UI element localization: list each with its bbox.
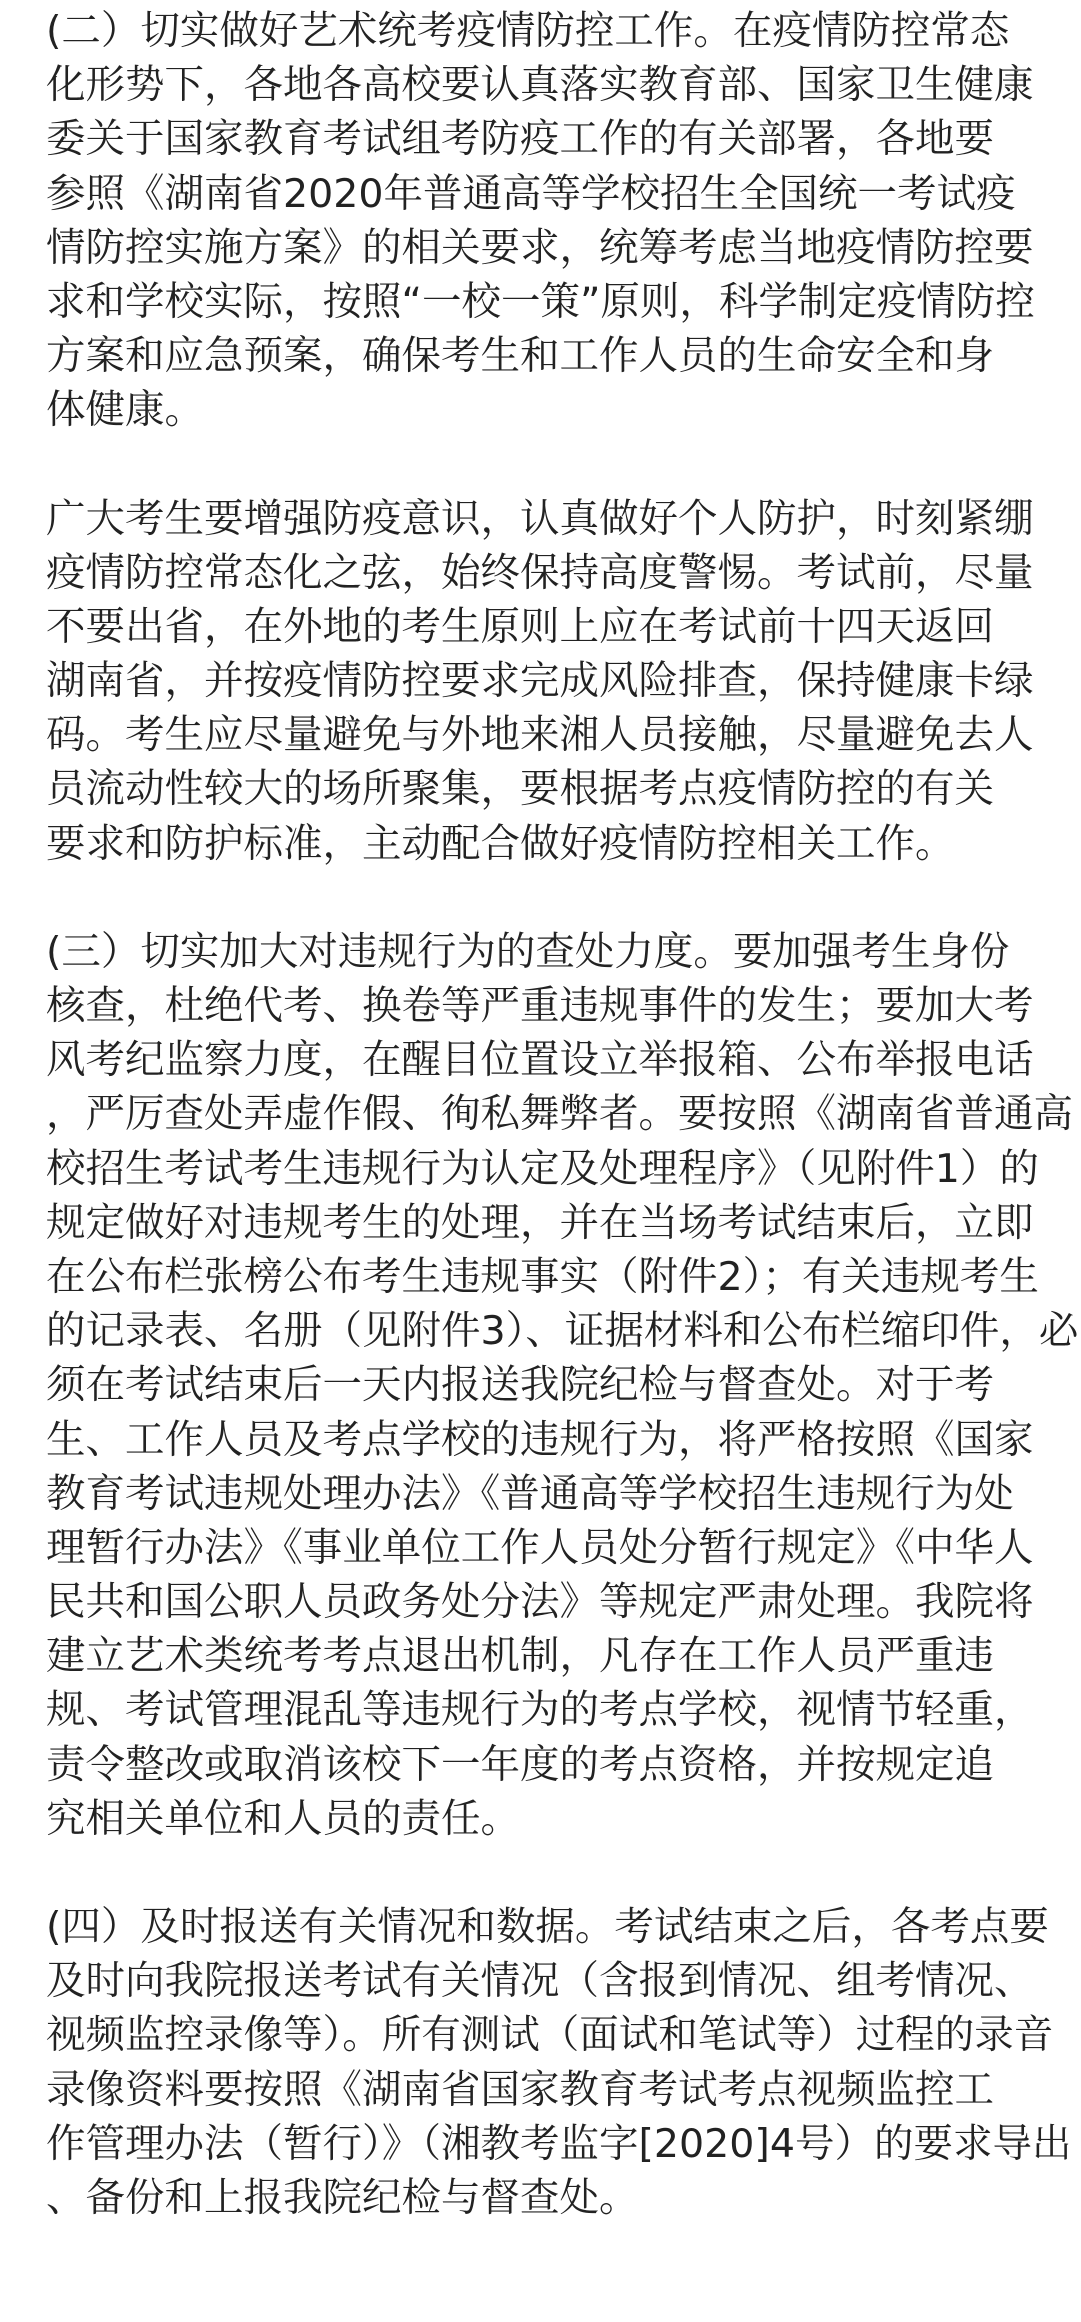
text-line: 化形势下，各地各高校要认真落实教育部、国家卫生健康 — [46, 62, 1034, 109]
text-line: 不要出省，在外地的考生原则上应在考试前十四天返回 — [46, 603, 994, 650]
text-line: 方案和应急预案，确保考生和工作人员的生命安全和身 — [46, 333, 994, 380]
text-line: 作管理办法（暂行）》（湘教考监字[2020]4号）的要求导出 — [46, 2120, 1072, 2167]
text-line: (三）切实加大对违规行为的查处力度。要加强考生身份 — [46, 928, 1010, 975]
text-line: 参照《湖南省2020年普通高等学校招生全国统一考试疫 — [46, 170, 1016, 217]
text-line: 码。考生应尽量避免与外地来湘人员接触，尽量避免去人 — [46, 712, 1034, 759]
text-line: 风考纪监察力度，在醒目位置设立举报箱、公布举报电话 — [46, 1037, 1034, 1084]
text-line: 及时向我院报送考试有关情况（含报到情况、组考情况、 — [46, 1958, 1034, 2005]
text-line: 教育考试违规处理办法》《普通高等学校招生违规行为处 — [46, 1470, 1014, 1517]
text-line: 规、考试管理混乱等违规行为的考点学校，视情节轻重， — [46, 1687, 1034, 1734]
text-line: 求和学校实际，按照“一校一策”原则，科学制定疫情防控 — [46, 278, 1035, 325]
text-line: 责令整改或取消该校下一年度的考点资格，并按规定追 — [46, 1741, 994, 1788]
text-line: 录像资料要按照《湖南省国家教育考试考点视频监控工 — [46, 2066, 994, 2113]
text-line: 、备份和上报我院纪检与督查处。 — [46, 2174, 639, 2221]
text-line: 视频监控录像等）。所有测试（面试和笔试等）过程的录音 — [46, 2012, 1054, 2059]
text-line: 要求和防护标准，主动配合做好疫情防控相关工作。 — [46, 820, 955, 867]
text-line: 建立艺术类统考考点退出机制，凡存在工作人员严重违 — [46, 1633, 994, 1680]
text-line: 核查，杜绝代考、换卷等严重违规事件的发生；要加大考 — [46, 983, 1034, 1029]
article-body — [46, 0, 1079, 2279]
text-line: 民共和国公职人员政务处分法》等规定严肃处理。我院将 — [46, 1579, 1034, 1626]
text-line: 的记录表、名册（见附件3）、证据材料和公布栏缩印件，必 — [46, 1308, 1079, 1355]
paragraph-epidemic-prevention — [46, 4, 1046, 438]
text-line: (二）切实做好艺术统考疫情防控工作。在疫情防控常态 — [46, 8, 1010, 54]
text-line: 须在考试结束后一天内报送我院纪检与督查处。对于考 — [46, 1362, 994, 1409]
text-line: (四）及时报送有关情况和数据。考试结束之后，各考点要 — [46, 1904, 1049, 1950]
text-line: 广大考生要增强防疫意识，认真做好个人防护，时刻紧绷 — [46, 495, 1034, 542]
paragraph-data-reporting — [46, 1900, 1072, 2225]
paragraph-violation-enforcement — [46, 925, 1079, 1846]
text-line: 湖南省，并按疫情防控要求完成风险排查，保持健康卡绿 — [46, 658, 1034, 705]
text-line: 究相关单位和人员的责任。 — [46, 1795, 520, 1842]
text-line: 生、工作人员及考点学校的违规行为，将严格按照《国家 — [46, 1416, 1034, 1463]
text-line: 校招生考试考生违规行为认定及处理程序》（见附件1）的 — [46, 1145, 1039, 1192]
text-line: 体健康。 — [46, 387, 204, 434]
text-line: 疫情防控常态化之弦，始终保持高度警惕。考试前，尽量 — [46, 549, 1034, 596]
text-line: 规定做好对违规考生的处理，并在当场考试结束后，立即 — [46, 1199, 1034, 1246]
text-line: 情防控实施方案》的相关要求，统筹考虑当地疫情防控要 — [46, 224, 1034, 271]
paragraph-candidate-protection — [46, 492, 1046, 871]
text-line: ，严厉查处弄虚作假、徇私舞弊者。要按照《湖南省普通高 — [46, 1091, 1073, 1138]
text-line: 理暂行办法》《事业单位工作人员处分暂行规定》《中华人 — [46, 1524, 1034, 1571]
text-line: 在公布栏张榜公布考生违规事实（附件2）；有关违规考生 — [46, 1253, 1039, 1300]
text-line: 员流动性较大的场所聚集，要根据考点疫情防控的有关 — [46, 766, 994, 813]
text-line: 委关于国家教育考试组考防疫工作的有关部署，各地要 — [46, 116, 994, 163]
